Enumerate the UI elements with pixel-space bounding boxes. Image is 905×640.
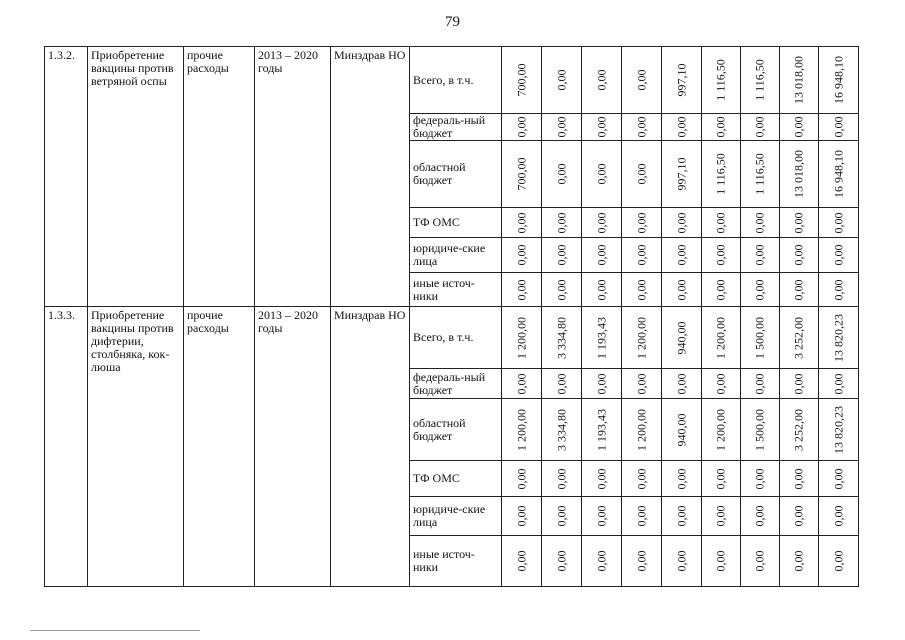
cell-funding-source: иные источ-ники [410, 273, 502, 307]
amount-value: 0,00 [674, 244, 688, 266]
cell-funding-source: Всего, в т.ч. [410, 307, 502, 369]
amount-value: 0,00 [791, 212, 806, 233]
cell-amount [582, 399, 622, 461]
cell-amount [780, 238, 819, 273]
amount-value: 0,00 [674, 279, 688, 300]
cell-amount [702, 307, 741, 369]
cell-amount [662, 114, 702, 141]
cell-amount [662, 399, 702, 461]
cell-amount [582, 461, 622, 497]
cell-amount [780, 208, 819, 238]
amount-value: 0,00 [514, 505, 528, 527]
cell-code: 1.3.3. [45, 307, 88, 587]
cell-amount [582, 47, 622, 114]
cell-amount [819, 536, 859, 587]
amount-value: 997,10 [674, 157, 688, 191]
cell-funding-source: юридиче-ские лица [410, 238, 502, 273]
cell-amount [502, 497, 542, 536]
cell-amount [582, 208, 622, 238]
cell-amount [542, 208, 582, 238]
cell-amount [819, 399, 859, 461]
amount-value: 16 948,10 [831, 150, 845, 198]
amount-value: 0,00 [713, 212, 728, 233]
amount-value: 0,00 [831, 505, 845, 527]
amount-value: 0,00 [674, 505, 688, 527]
cell-amount [780, 273, 819, 307]
amount-value: 0,00 [594, 69, 608, 91]
amount-value: 1 116,50 [752, 59, 767, 101]
cell-amount [582, 369, 622, 399]
cell-type: прочие расходы [184, 47, 255, 307]
cell-amount [819, 273, 859, 307]
amount-value: 0,00 [514, 212, 528, 233]
cell-amount [741, 47, 780, 114]
amount-value: 3 252,00 [791, 316, 806, 359]
cell-amount [542, 114, 582, 141]
cell-amount [741, 497, 780, 536]
cell-amount [662, 273, 702, 307]
amount-value: 0,00 [554, 468, 568, 489]
footer-divider [30, 630, 200, 631]
amount-value: 1 116,50 [713, 59, 728, 101]
cell-amount [622, 114, 662, 141]
cell-amount [622, 536, 662, 587]
amount-value: 0,00 [554, 116, 568, 138]
amount-value: 0,00 [514, 244, 528, 266]
amount-value: 3 252,00 [791, 408, 806, 451]
cell-amount [582, 238, 622, 273]
amount-value: 16 948,10 [831, 56, 845, 104]
amount-value: 0,00 [674, 468, 688, 489]
amount-value: 0,00 [594, 212, 608, 233]
cell-amount [622, 497, 662, 536]
cell-type: прочие расходы [184, 307, 255, 587]
amount-value: 0,00 [831, 550, 845, 572]
amount-value: 0,00 [831, 468, 845, 489]
amount-value: 0,00 [791, 116, 806, 138]
cell-amount [702, 369, 741, 399]
amount-value: 13 018,00 [791, 56, 806, 104]
amount-value: 0,00 [514, 279, 528, 300]
cell-amount [542, 307, 582, 369]
amount-value: 0,00 [713, 116, 728, 138]
amount-value: 0,00 [554, 279, 568, 300]
cell-amount [622, 238, 662, 273]
table-row [45, 47, 859, 114]
cell-amount [502, 273, 542, 307]
amount-value: 0,00 [713, 468, 728, 489]
amount-value: 0,00 [594, 373, 608, 394]
amount-value: 1 200,00 [514, 316, 528, 359]
amount-value: 0,00 [634, 69, 648, 91]
amount-value: 1 200,00 [634, 316, 648, 359]
amount-value: 0,00 [752, 279, 767, 300]
amount-value: 0,00 [713, 279, 728, 300]
cell-amount [702, 238, 741, 273]
amount-value: 0,00 [674, 116, 688, 138]
cell-funding-source: юридиче-ские лица [410, 497, 502, 536]
amount-value: 0,00 [831, 373, 845, 394]
cell-amount [662, 461, 702, 497]
amount-value: 13 820,23 [831, 313, 845, 362]
amount-value: 3 334,80 [554, 316, 568, 359]
amount-value: 0,00 [594, 279, 608, 300]
amount-value: 0,00 [831, 244, 845, 266]
cell-amount [502, 399, 542, 461]
cell-amount [582, 114, 622, 141]
cell-amount [702, 497, 741, 536]
cell-amount [741, 461, 780, 497]
cell-amount [582, 307, 622, 369]
cell-amount [780, 461, 819, 497]
amount-value: 0,00 [713, 550, 728, 572]
cell-funding-source: областной бюджет [410, 399, 502, 461]
amount-value: 1 200,00 [634, 408, 648, 451]
cell-funding-source: ТФ ОМС [410, 208, 502, 238]
amount-value: 0,00 [554, 212, 568, 233]
cell-amount [502, 238, 542, 273]
amount-value: 0,00 [514, 468, 528, 489]
amount-value: 1 200,00 [713, 408, 728, 451]
amount-value: 0,00 [634, 550, 648, 572]
cell-amount [542, 141, 582, 208]
cell-amount [741, 536, 780, 587]
cell-amount [780, 369, 819, 399]
cell-amount [662, 536, 702, 587]
amount-value: 0,00 [713, 505, 728, 527]
cell-amount [662, 369, 702, 399]
amount-value: 1 193,43 [594, 408, 608, 451]
amount-value: 0,00 [831, 279, 845, 300]
cell-amount [542, 536, 582, 587]
amount-value: 1 193,43 [594, 316, 608, 359]
cell-amount [819, 238, 859, 273]
cell-amount [741, 273, 780, 307]
cell-amount [542, 47, 582, 114]
amount-value: 0,00 [514, 550, 528, 572]
amount-value: 0,00 [554, 505, 568, 527]
amount-value: 0,00 [514, 116, 528, 138]
cell-executor: Минздрав НО [331, 307, 410, 587]
cell-amount [542, 497, 582, 536]
amount-value: 1 116,50 [752, 153, 767, 195]
cell-amount [582, 273, 622, 307]
amount-value: 0,00 [594, 550, 608, 572]
amount-value: 0,00 [514, 373, 528, 394]
cell-amount [741, 307, 780, 369]
amount-value: 1 500,00 [752, 316, 767, 359]
amount-value: 0,00 [554, 550, 568, 572]
amount-value: 0,00 [634, 212, 648, 233]
cell-amount [542, 273, 582, 307]
cell-amount [542, 369, 582, 399]
cell-amount [702, 141, 741, 208]
table-body [45, 47, 859, 587]
amount-value: 0,00 [752, 373, 767, 394]
amount-value: 0,00 [791, 468, 806, 489]
cell-amount [622, 141, 662, 208]
amount-value: 0,00 [791, 505, 806, 527]
amount-value: 3 334,80 [554, 408, 568, 451]
cell-amount [502, 208, 542, 238]
amount-value: 0,00 [831, 212, 845, 233]
amount-value: 0,00 [674, 212, 688, 233]
cell-amount [582, 141, 622, 208]
amount-value: 0,00 [791, 373, 806, 394]
amount-value: 13 018,00 [791, 150, 806, 198]
cell-amount [502, 47, 542, 114]
cell-code: 1.3.2. [45, 47, 88, 307]
cell-amount [502, 141, 542, 208]
amount-value: 0,00 [634, 163, 648, 185]
amount-value: 1 500,00 [752, 408, 767, 451]
table-row [45, 307, 859, 369]
cell-amount [622, 399, 662, 461]
budget-table [44, 46, 859, 587]
cell-amount [622, 47, 662, 114]
cell-amount [542, 399, 582, 461]
amount-value: 0,00 [791, 244, 806, 266]
cell-amount [622, 307, 662, 369]
amount-value: 0,00 [554, 373, 568, 394]
page-number: 79 [445, 14, 460, 30]
amount-value: 0,00 [752, 116, 767, 138]
amount-value: 0,00 [791, 279, 806, 300]
cell-amount [622, 461, 662, 497]
cell-amount [780, 497, 819, 536]
cell-amount [741, 399, 780, 461]
amount-value: 0,00 [713, 373, 728, 394]
amount-value: 0,00 [752, 550, 767, 572]
amount-value: 0,00 [634, 244, 648, 266]
amount-value: 0,00 [634, 468, 648, 489]
cell-amount [502, 114, 542, 141]
cell-amount [780, 141, 819, 208]
cell-amount [780, 399, 819, 461]
amount-value: 1 200,00 [514, 408, 528, 451]
cell-funding-source: Всего, в т.ч. [410, 47, 502, 114]
cell-amount [702, 208, 741, 238]
amount-value: 0,00 [634, 279, 648, 300]
amount-value: 0,00 [594, 505, 608, 527]
cell-amount [502, 536, 542, 587]
amount-value: 940,00 [674, 413, 688, 446]
cell-amount [622, 208, 662, 238]
amount-value: 0,00 [554, 69, 568, 91]
cell-amount [622, 369, 662, 399]
cell-amount [582, 497, 622, 536]
amount-value: 0,00 [674, 550, 688, 572]
cell-amount [542, 461, 582, 497]
cell-amount [780, 47, 819, 114]
cell-amount [662, 497, 702, 536]
amount-value: 0,00 [752, 212, 767, 233]
amount-value: 0,00 [594, 116, 608, 138]
cell-amount [819, 141, 859, 208]
cell-amount [502, 461, 542, 497]
amount-value: 0,00 [713, 244, 728, 266]
amount-value: 997,10 [674, 63, 688, 97]
cell-funding-source: ТФ ОМС [410, 461, 502, 497]
amount-value: 1 200,00 [713, 316, 728, 359]
cell-funding-source: иные источ-ники [410, 536, 502, 587]
cell-amount [702, 536, 741, 587]
cell-amount [702, 399, 741, 461]
amount-value: 0,00 [594, 244, 608, 266]
cell-amount [542, 238, 582, 273]
amount-value: 0,00 [634, 116, 648, 138]
cell-amount [780, 536, 819, 587]
cell-amount [741, 114, 780, 141]
cell-name: Приобретение вакцины против дифтерии, столбняка, кок-люша [88, 307, 184, 587]
amount-value: 0,00 [752, 468, 767, 489]
amount-value: 0,00 [674, 373, 688, 394]
amount-value: 0,00 [554, 163, 568, 185]
cell-amount [741, 369, 780, 399]
amount-value: 1 116,50 [713, 153, 728, 195]
cell-funding-source: федераль-ный бюджет [410, 114, 502, 141]
amount-value: 0,00 [752, 505, 767, 527]
amount-value: 13 820,23 [831, 405, 845, 454]
amount-value: 940,00 [674, 321, 688, 354]
cell-amount [819, 461, 859, 497]
cell-name: Приобретение вакцины против ветряной оспы [88, 47, 184, 307]
amount-value: 700,00 [514, 63, 528, 97]
cell-amount [662, 238, 702, 273]
cell-amount [702, 114, 741, 141]
amount-value: 0,00 [791, 550, 806, 572]
cell-amount [819, 47, 859, 114]
cell-amount [819, 369, 859, 399]
cell-amount [702, 273, 741, 307]
cell-amount [502, 307, 542, 369]
cell-amount [819, 497, 859, 536]
cell-amount [741, 208, 780, 238]
cell-amount [662, 47, 702, 114]
amount-value: 0,00 [594, 163, 608, 185]
cell-amount [582, 536, 622, 587]
amount-value: 0,00 [554, 244, 568, 266]
cell-executor: Минздрав НО [331, 47, 410, 307]
cell-period: 2013 – 2020 годы [255, 307, 331, 587]
amount-value: 0,00 [594, 468, 608, 489]
cell-amount [780, 307, 819, 369]
cell-amount [622, 273, 662, 307]
amount-value: 0,00 [634, 373, 648, 394]
cell-amount [819, 208, 859, 238]
cell-amount [741, 141, 780, 208]
cell-amount [662, 208, 702, 238]
amount-value: 0,00 [634, 505, 648, 527]
cell-amount [702, 47, 741, 114]
amount-value: 0,00 [831, 116, 845, 138]
cell-funding-source: областной бюджет [410, 141, 502, 208]
cell-amount [780, 114, 819, 141]
cell-amount [819, 114, 859, 141]
cell-amount [502, 369, 542, 399]
cell-amount [662, 141, 702, 208]
amount-value: 0,00 [752, 244, 767, 266]
amount-value: 700,00 [514, 157, 528, 191]
cell-period: 2013 – 2020 годы [255, 47, 331, 307]
cell-funding-source: федераль-ный бюджет [410, 369, 502, 399]
cell-amount [819, 307, 859, 369]
cell-amount [702, 461, 741, 497]
cell-amount [741, 238, 780, 273]
cell-amount [662, 307, 702, 369]
